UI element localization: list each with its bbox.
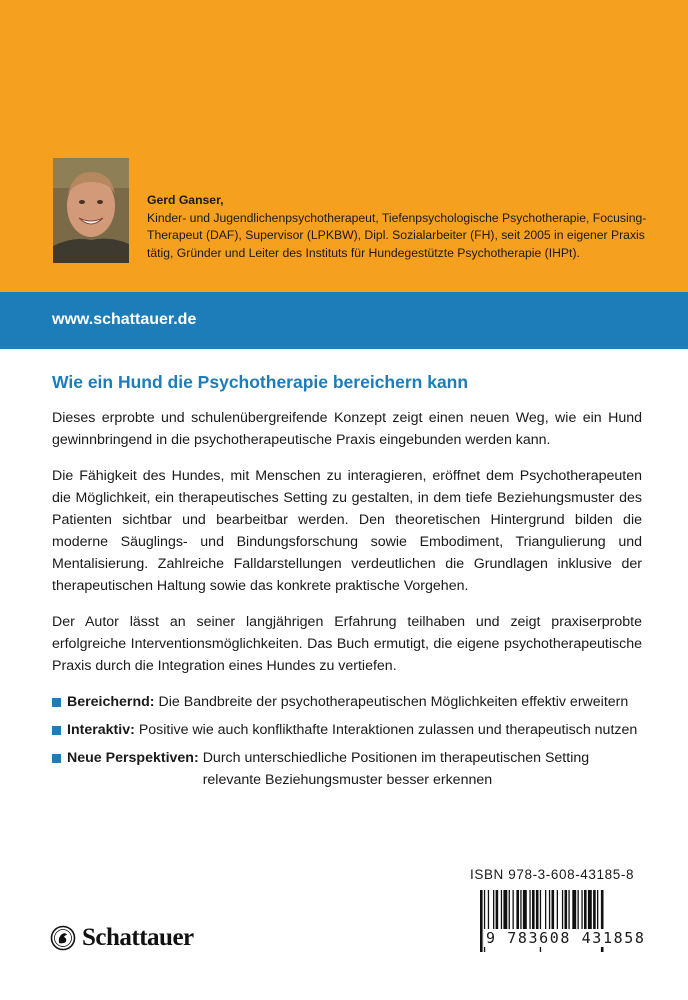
feature-text: Positive wie auch konflikthafte Interaktionen zulassen und therapeutisch nutzen [138,722,638,738]
author-bio-line: Kinder- und Jugendlichenpsychotherapeut, Tiefenpsychologische Psychotherapie, Focusing- [147,210,647,225]
blurb-paragraph: Dieses erprobte und schulenübergreifende Konzept zeigt einen neuen Weg, wie ein Hund gewinnbringend in die psychotherapeutische Praxis eingebunden werden kann. [52,410,642,448]
feature-list [52,691,642,791]
blurb-content [52,372,642,797]
feature-item [52,719,642,741]
feature-item [52,747,642,791]
blurb-paragraph: Die Fähigkeit des Hundes, mit Menschen zu interagieren, eröffnet dem Psychotherapeuten die Möglichkeit, ein therapeutisches Setting zu gestalten, in dem tiefe Beziehungsmuster des Patienten sichtbar und bearbeitbar werden. Den theoretischen Hintergrund bilden die moderne Säuglings- und Bindungsforschung sowie Embodiment, Triangulierung und Mentalisierung. Zahlreiche Falldarstellungen verdeutlichen die Grundlagen inklusive der therapeutischen Haltung sowie das konkrete praktische Vorgehen. [52,468,642,594]
isbn-number: ISBN 978-3-608-43185-8 [470,867,635,882]
feature-text: Die Bandbreite der psychotherapeutischen Möglichkeiten effektiv erweitern [158,694,629,710]
publisher-name: Schattauer [82,924,194,951]
blurb-headline: Wie ein Hund die Psychotherapie bereichern kann [52,372,469,392]
feature-text: Durch unterschiedliche Positionen im therapeutischen Setting relevante Beziehungsmuster besser erkennen [202,750,590,788]
author-photo [53,158,129,263]
author-bio-line: tätig, Gründer und Leiter des Instituts für Hundegestützte Psychotherapie (IHPt). [147,245,580,260]
barcode-digits: 9 783608 431858 [486,929,646,947]
feature-term: Bereichernd: [67,694,155,710]
feature-term: Neue Perspektiven: [67,750,199,766]
feature-term: Interaktiv: [67,722,135,738]
blurb-paragraph: Der Autor lässt an seiner langjährigen Erfahrung teilhaben und zeigt praxiserprobte erfolgreiche Interventionsmöglichkeiten. Das Buch ermutigt, die eigene psychotherapeutische Praxis durch die Integration eines Hundes zu vertiefen. [52,614,642,674]
barcode-bar [480,890,483,952]
author-bio-line: Therapeut (DAF), Supervisor (LPKBW), Dipl. Sozialarbeiter (FH), seit 2005 in eigener Praxis [147,228,645,242]
feature-item [52,691,642,713]
square-bullet-icon [52,698,61,707]
author-bio [147,192,647,262]
publisher-emblem-icon [50,925,76,951]
author-name: Gerd Ganser, [147,193,224,207]
square-bullet-icon [52,726,61,735]
publisher-website: www.schattauer.de [52,311,197,328]
publisher-logo [50,924,194,952]
square-bullet-icon [52,754,61,763]
